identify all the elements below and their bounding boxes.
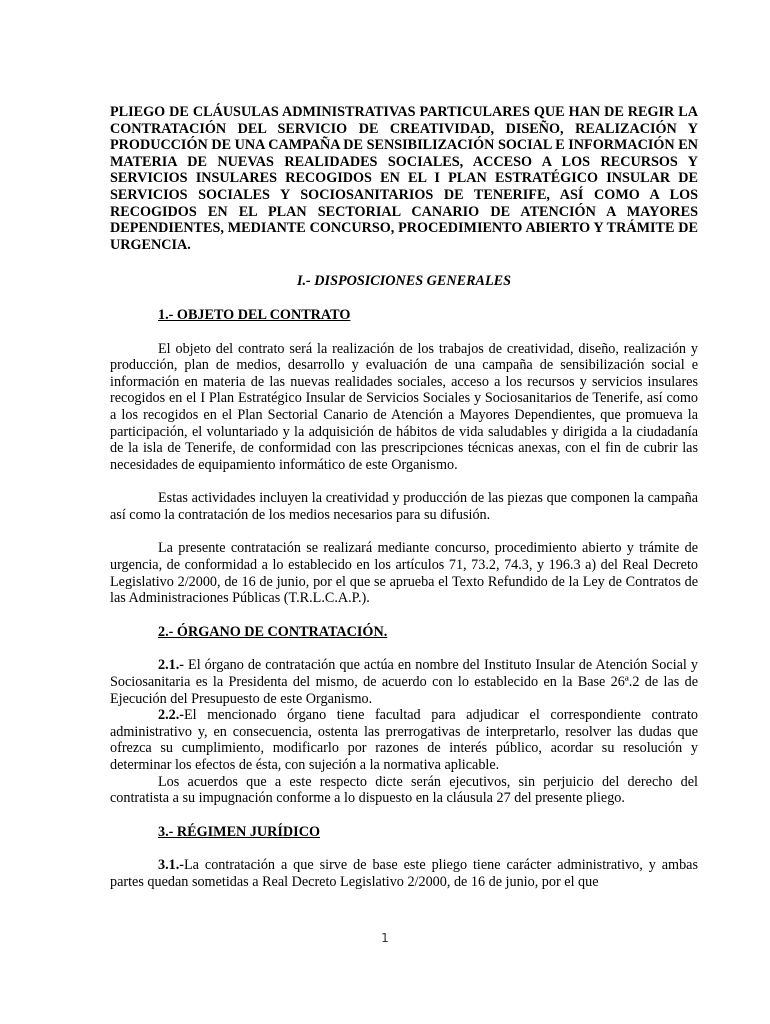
clause-3-heading: 3.- RÉGIMEN JURÍDICO [158, 823, 320, 840]
clause-3-1-text: La contratación a que sirve de base este pliego tiene carácter administrativo, y ambas partes quedan sometidas a Real Decreto Legislativo 2/2000, de 16 de junio, por el que [110, 857, 698, 890]
clause-2-2-paragraph [110, 707, 698, 773]
clause-1-heading: 1.- OBJETO DEL CONTRATO [158, 306, 351, 323]
clause-1-paragraph-2: Estas actividades incluyen la creatividad y producción de las piezas que componen la campaña así como la contratación de los medios necesarios para su difusión. [110, 490, 698, 523]
page-number: 1 [381, 931, 389, 945]
clause-2-paragraph-3: Los acuerdos que a este respecto dicte serán ejecutivos, sin perjuicio del derecho del contratista a su impugnación conforme a lo dispuesto en la cláusula 27 del presente pliego. [110, 773, 698, 807]
clause-2-1-number: 2.1.- [158, 657, 185, 674]
clause-2-2-number: 2.2.- [158, 707, 185, 724]
clause-2-2-text: El mencionado órgano tiene facultad para adjudicar el correspondiente contrato administrativo y, en consecuencia, ostenta las prerrogativas de interpretarlo, resolver las dudas que ofrezca su cumplimiento, modificarlo por razones de interés público, acordar su resolución y determinar los efectos de ésta, con sujeción a la normativa aplicable. [110, 707, 698, 773]
clause-2-heading: 2.- ÓRGANO DE CONTRATACIÓN. [158, 623, 388, 640]
clause-1-paragraph-1: El objeto del contrato será la realización de los trabajos de creatividad, diseño, realización y producción, plan de medios, desarrollo y evaluación de una campaña de sensibilización social e información en materia de las nuevas realidades sociales, acceso a los recursos y servicios insulares recogidos en el I Plan Estratégico Insular de Servicios Sociales y Sociosanitarios de Tenerife, así como a los recogidos en el Plan Sectorial Canario de Atención a Mayores Dependientes, que promueva la participación, el voluntariado y la adquisición de hábitos de vida saludables y dirigida a la ciudadanía de la isla de Tenerife, de conformidad con las prescripciones técnicas anexas, con el fin de cubrir las necesidades de equipamiento informático de este Organismo. [110, 340, 698, 473]
clause-1-paragraph-3: La presente contratación se realizará mediante concurso, procedimiento abierto y trámite de urgencia, de conformidad a lo establecido en los artículos 71, 73.2, 74.3, y 196.3 a) del Real Decreto Legislativo 2/2000, de 16 de junio, por el que se aprueba el Texto Refundido de la Ley de Contratos de las Administraciones Públicas (T.R.L.C.A.P.). [110, 540, 698, 607]
clause-3-1-number: 3.1.- [158, 857, 185, 874]
clause-3-1-paragraph [110, 857, 698, 890]
clause-2-1-text: El órgano de contratación que actúa en nombre del Instituto Insular de Atención Social y Sociosanitaria es la Presidenta del mismo, de acuerdo con lo establecido en la Base 26ª.2 de las de Ejecución del Presupuesto de este Organismo. [110, 657, 698, 707]
document-page [110, 104, 698, 891]
clause-2-1-paragraph [110, 657, 698, 707]
section-heading: I.- DISPOSICIONES GENERALES [296, 273, 512, 290]
document-title: PLIEGO DE CLÁUSULAS ADMINISTRATIVAS PARTICULARES QUE HAN DE REGIR LA CONTRATACIÓN DEL SERVICIO DE CREATIVIDAD, DISEÑO, REALIZACIÓN Y PRODUCCIÓN DE UNA CAMPAÑA DE SENSIBILIZACIÓN SOCIAL E INFORMACIÓN EN MATERIA DE NUEVAS REALIDADES SOCIALES, ACCESO A LOS RECURSOS Y SERVICIOS INSULARES RECOGIDOS EN EL I PLAN ESTRATÉGICO INSULAR DE SERVICIOS SOCIALES Y SOCIOSANITARIOS DE TENERIFE, ASÍ COMO A LOS RECOGIDOS EN EL PLAN SECTORIAL CANARIO DE ATENCIÓN A MAYORES DEPENDIENTES, MEDIANTE CONCURSO, PROCEDIMIENTO ABIERTO Y TRÁMITE DE URGENCIA. [110, 104, 698, 253]
